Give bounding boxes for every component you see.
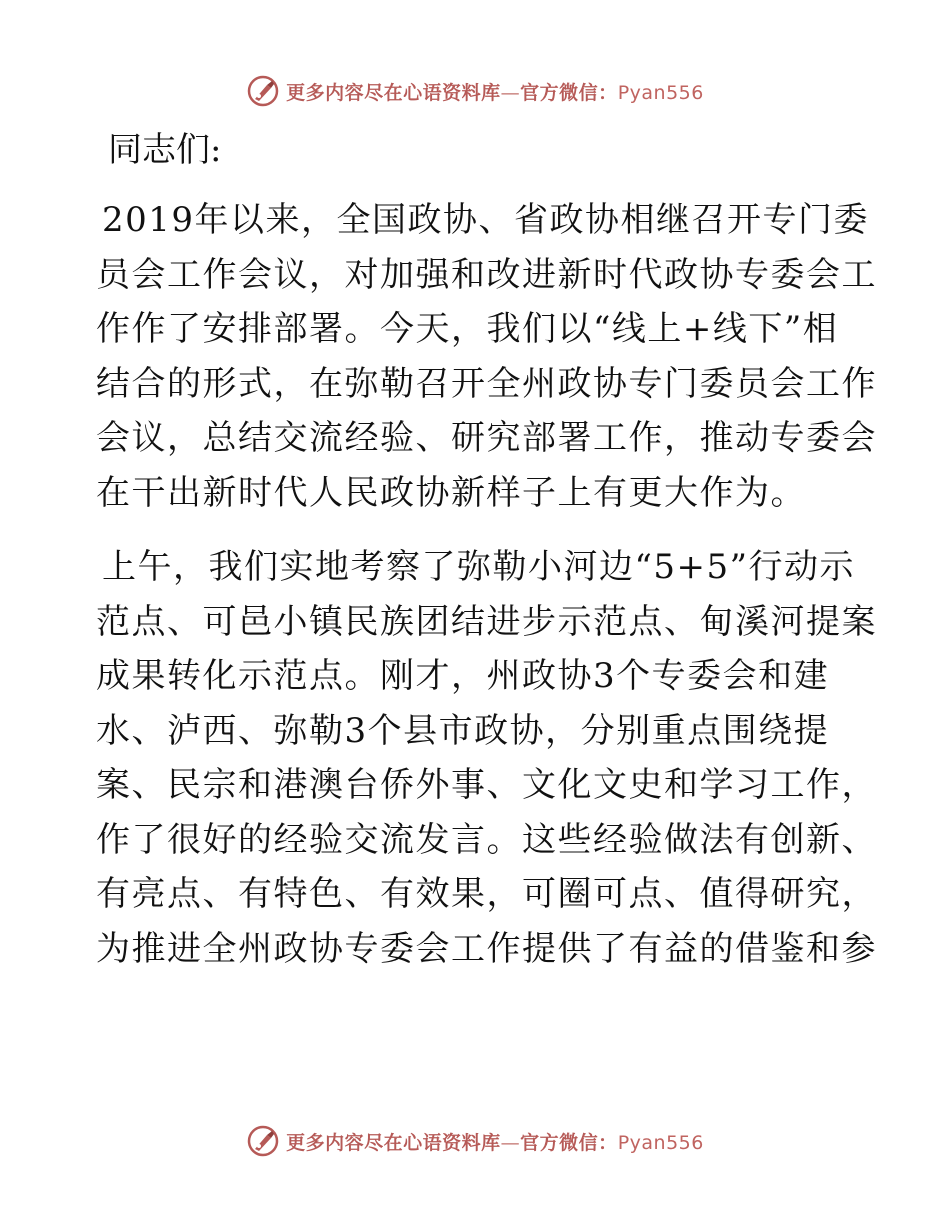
paragraph-line: 作作了安排部署。今天，我们以“线上+线下”相 [96,309,839,349]
paragraph-line: 会议，总结交流经验、研究部署工作，推动专委会 [96,418,877,458]
paragraph-line: 有亮点、有特色、有效果，可圈可点、值得研究， [96,874,877,914]
paragraph-line: 结合的形式，在弥勒召开全州政协专门委员会工作 [96,363,877,404]
banner-wechat-id: Pyan556 [617,81,704,104]
pen-nib-logo-icon [246,74,280,108]
paragraph-line: 为推进全州政协专委会工作提供了有益的借鉴和参 [96,928,877,969]
banner-wechat-label: 官方微信： [520,81,618,104]
banner-wechat-id: Pyan556 [617,1131,704,1154]
paragraph-line: 2019年以来，全国政协、省政协相继召开专门委 [102,200,870,240]
banner-wechat-label: 官方微信： [520,1131,618,1154]
paragraph-line: 员会工作会议，对加强和改进新时代政协专委会工 [96,254,877,295]
paragraph-line: 成果转化示范点。刚才，州政协3个专委会和建 [96,656,830,696]
banner-separator: — [500,81,521,104]
salutation: 同志们: [108,130,222,170]
banner-separator: — [500,1131,521,1154]
paragraph-1 [96,193,877,520]
paragraph-2 [96,540,877,976]
paragraph-line: 水、泸西、弥勒3个县市政协，分别重点围绕提 [96,710,830,751]
paragraph-line: 作了很好的经验交流发言。这些经验做法有创新、 [96,819,877,860]
paragraph-line: 在干出新时代人民政协新样子上有更大作为。 [96,472,806,513]
banner-brand-text: 更多内容尽在心语资料库 [286,81,501,104]
document-body [96,123,877,996]
paragraph-line: 案、民宗和港澳台侨外事、文化文史和学习工作， [96,765,877,805]
banner-brand-text: 更多内容尽在心语资料库 [286,1131,501,1154]
banner-text [286,1128,704,1155]
banner-text [286,78,704,105]
paragraph-line: 上午，我们实地考察了弥勒小河边“5+5”行动示 [102,547,856,587]
footer-watermark-banner [0,1121,950,1161]
paragraph-line: 范点、可邑小镇民族团结进步示范点、甸溪河提案 [96,601,877,642]
header-watermark-banner [0,71,950,111]
pen-nib-logo-icon [246,1124,280,1158]
